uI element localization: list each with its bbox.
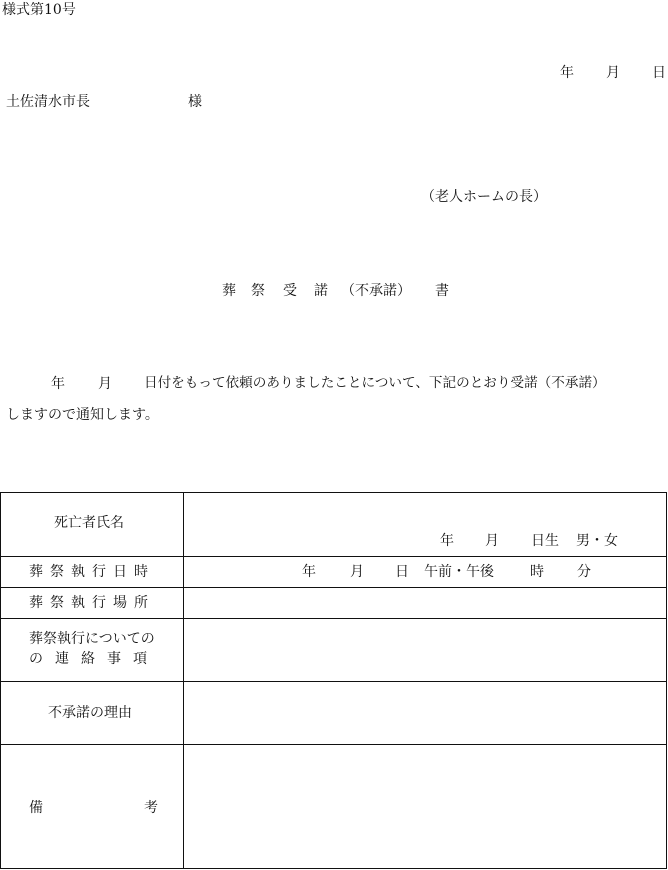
table-row [1,619,667,682]
datetime-day: 日 [395,564,409,580]
datetime-minute: 分 [577,564,591,580]
sender: （老人ホームの長） [421,189,547,205]
issue-date-year: 年 [560,65,574,81]
title-char: 受 [283,283,297,299]
birth-year: 年 [440,533,454,549]
title-char: 葬 [222,283,236,299]
contact-label-line2: の連絡事項 [29,651,159,667]
body-month: 月 [98,376,112,392]
datetime-month: 月 [350,564,364,580]
remarks-label-char2: 考 [144,800,158,816]
title-char: 書 [435,283,449,299]
datetime-value-cell[interactable] [184,557,667,588]
birth-day: 日生 [531,533,559,549]
refusal-label: 不承諾の理由 [48,705,132,721]
place-value-cell[interactable] [184,588,667,619]
datetime-hour: 時 [530,564,544,580]
refusal-value-cell[interactable] [184,682,667,745]
sex-choice: 男・女 [576,533,618,549]
datetime-label-cell [1,557,184,588]
contact-label-line1: 葬祭執行についての [29,631,155,647]
contact-label-cell [1,619,184,682]
deceased-value-cell[interactable] [184,493,667,557]
addressee: 土佐清水市長 [6,94,90,110]
deceased-label-cell [1,493,184,557]
title-char: 祭 [251,283,265,299]
notice-table [0,492,667,869]
refusal-label-cell [1,682,184,745]
birth-month: 月 [485,533,499,549]
datetime-ampm: 午前・午後 [424,564,494,580]
body-line1: 日付をもって依頼のありましたことについて、下記のとおり受諾（不承諾） [144,375,606,391]
place-label-cell [1,588,184,619]
body-year: 年 [51,376,65,392]
table-row [1,682,667,745]
deceased-label: 死亡者氏名 [54,515,124,531]
remarks-label-char1: 備 [29,800,43,816]
datetime-label: 葬祭執行日時 [29,564,155,580]
datetime-year: 年 [302,564,316,580]
issue-date-day: 日 [652,65,666,81]
title-char: 諾 [314,283,328,299]
remarks-value-cell[interactable] [184,745,667,869]
table-row [1,588,667,619]
remarks-label-cell [1,745,184,869]
title-paren: （不承諾） [341,283,411,299]
form-number: 様式第10号 [2,2,76,18]
body-line2: しますので通知します。 [6,407,159,423]
table-row [1,557,667,588]
addressee-honorific: 様 [188,94,202,110]
place-label: 葬祭執行場所 [29,595,155,611]
issue-date-month: 月 [606,65,620,81]
table-row [1,493,667,557]
contact-value-cell[interactable] [184,619,667,682]
table-row [1,745,667,869]
